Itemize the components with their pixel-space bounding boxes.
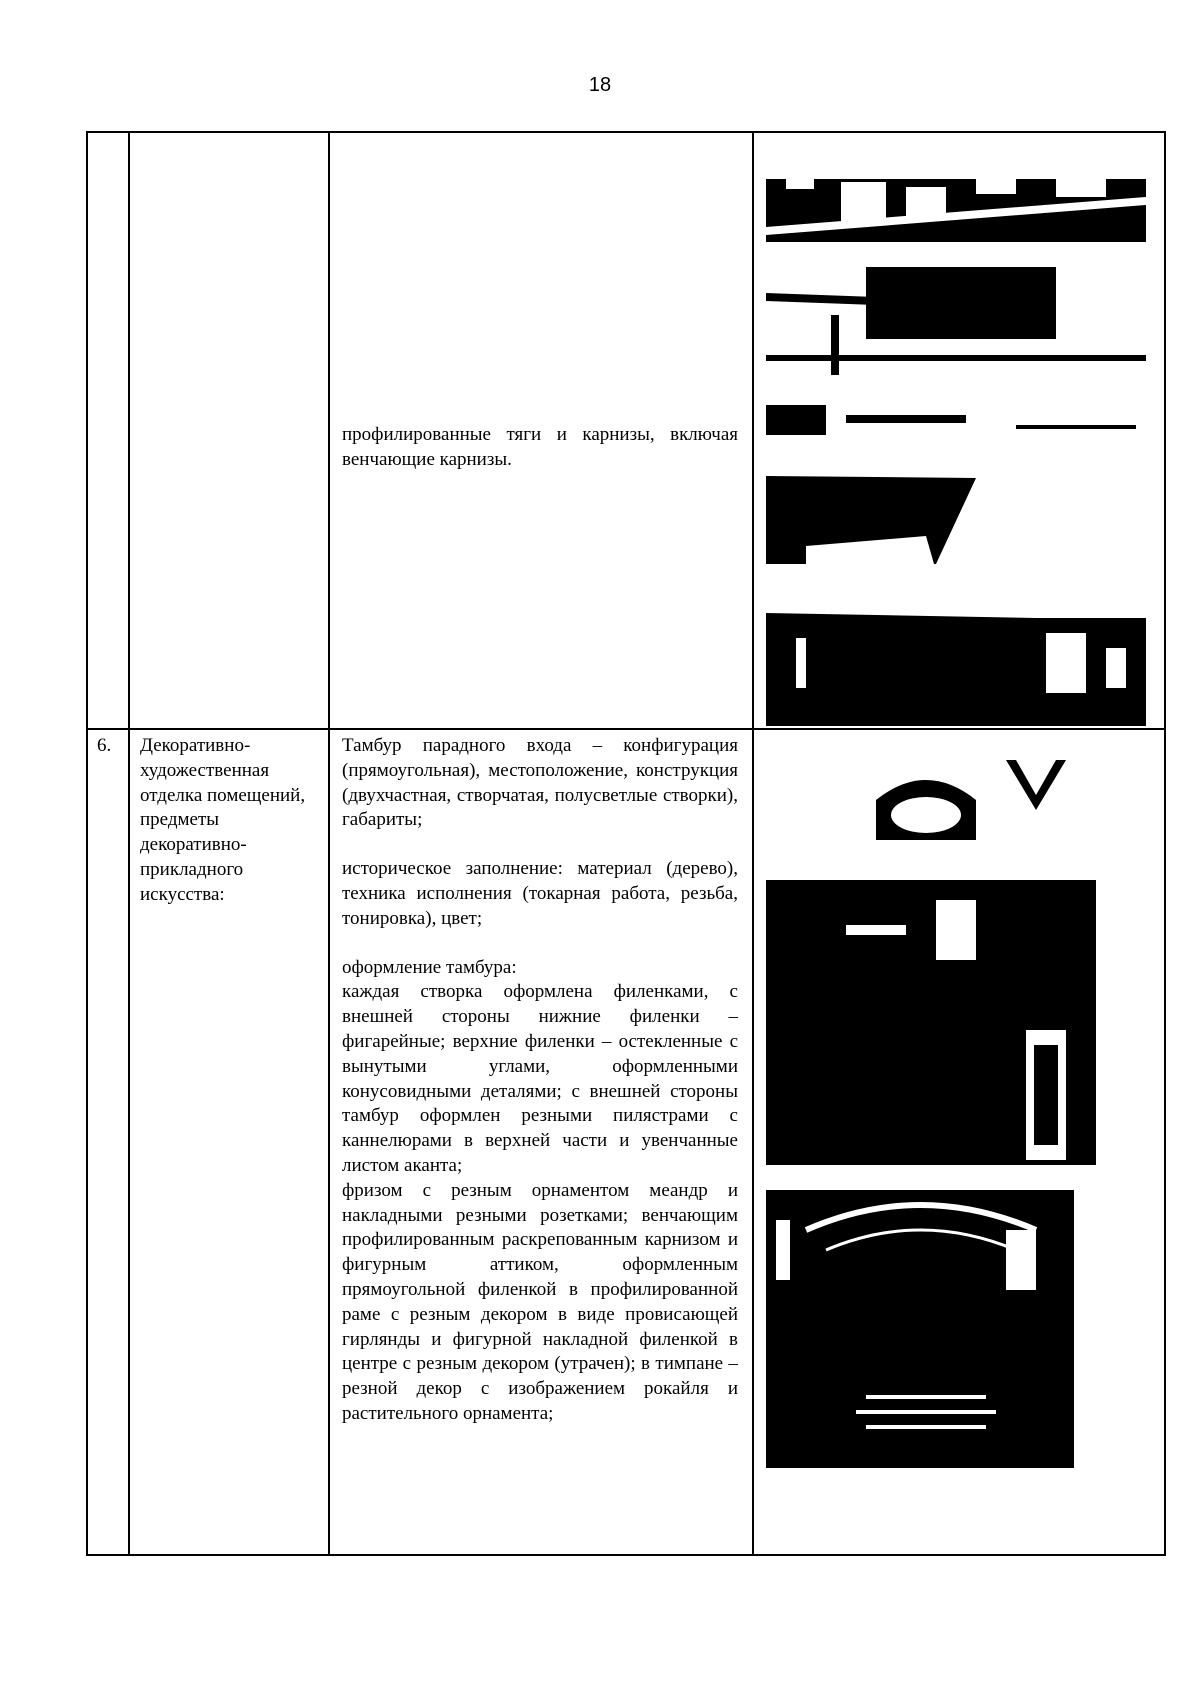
vestibule-door-photo-2 [766, 1190, 1074, 1468]
vestibule-door-photo-1 [766, 750, 1096, 1165]
row-divider [88, 728, 1164, 730]
description-paragraph: фризом с резным орнаментом меандр и накладными резными розетками; венчающим профилированным раскрепованным карнизом и фигурным аттиком, оформленным прямоугольной филенкой в профилированной раме с резным декором в виде провисающей гирлянды и фигурной накладной филенкой в центре с резным декором (утрачен); в тимпане – резной декор с изображением рокайля и растительного орнамента; [342, 1179, 738, 1424]
continued-row-description: профилированные тяги и карнизы, включая венчающие карнизы. [342, 424, 738, 470]
column-divider [328, 133, 330, 1554]
cornice-photo-1 [766, 157, 1146, 242]
row-category: Декоративно-художественная отделка помещений, предметы декоративно-прикладного искусства: [140, 735, 306, 905]
description-paragraph: Тамбур парадного входа – конфигурация (прямоугольная), местоположение, конструкция (двухчастная, створчатая, полусветлые створки), габариты; [342, 735, 738, 831]
row-description [342, 734, 738, 1427]
cornice-photo-2 [766, 255, 1146, 440]
cornice-photo-3 [766, 476, 976, 566]
page-number: 18 [588, 74, 612, 96]
description-paragraph: каждая створка оформлена филенками, с внешней стороны нижние филенки – фигарейные; верхние филенки – остекленные с вынутыми углами, оформленными конусовидными деталями; с внешней стороны тамбур оформлен резными пилястрами с каннелюрами в верхней части и увенчанные листом аканта; [342, 981, 738, 1176]
column-divider [752, 133, 754, 1554]
column-divider [128, 133, 130, 1554]
row-number: 6. [97, 735, 112, 756]
description-paragraph: историческое заполнение: материал (дерево), техника исполнения (токарная работа, резьба, тонировка), цвет; [342, 858, 738, 929]
description-paragraph: оформление тамбура: [342, 956, 517, 978]
cornice-photo-4 [766, 588, 1146, 726]
